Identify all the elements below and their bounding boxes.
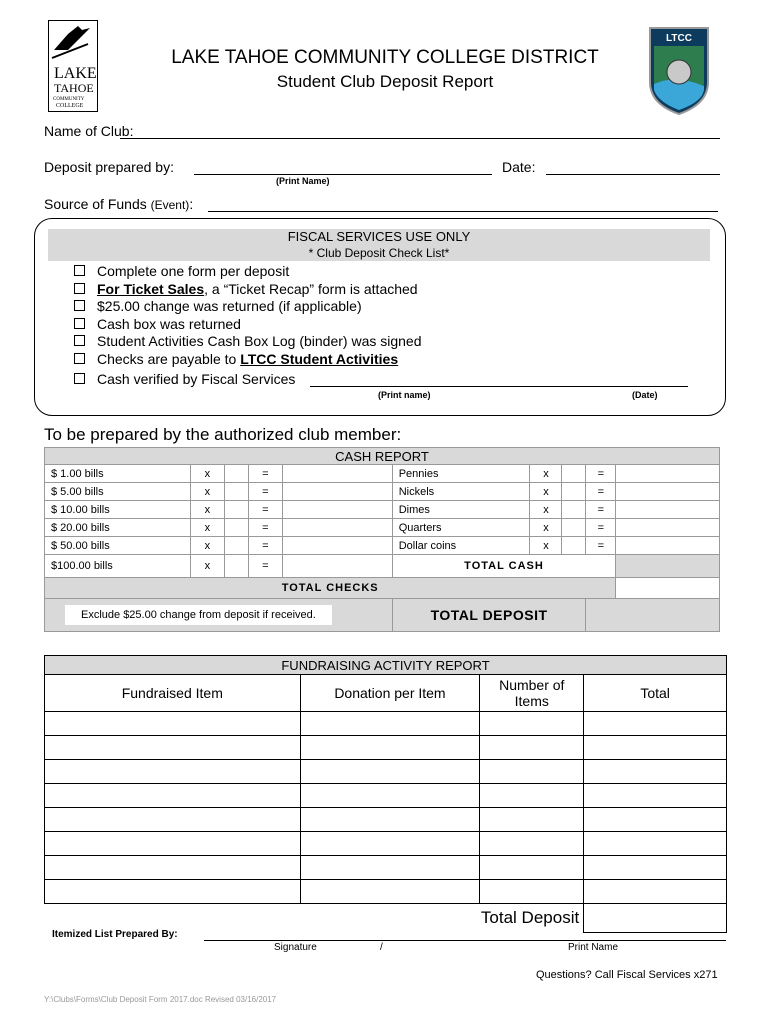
table-cell[interactable] (282, 501, 392, 519)
table-cell[interactable] (300, 736, 480, 760)
checklist-item: Cash box was returned (74, 316, 241, 332)
table-cell[interactable] (300, 832, 480, 856)
table-row (45, 784, 727, 808)
checklist-item: Student Activities Cash Box Log (binder) was signed (74, 333, 422, 349)
questions-note: Questions? Call Fiscal Services x271 (536, 969, 718, 981)
table-cell: = (248, 465, 282, 483)
total-deposit-label: TOTAL DEPOSIT (392, 599, 586, 632)
coin-label: Quarters (392, 519, 530, 537)
table-cell[interactable] (300, 880, 480, 904)
total-cash-label: TOTAL CASH (392, 555, 616, 578)
table-cell[interactable] (300, 808, 480, 832)
table-cell[interactable] (616, 465, 720, 483)
table-cell[interactable] (282, 465, 392, 483)
table-cell: x (530, 465, 562, 483)
page-subtitle: Student Club Deposit Report (276, 72, 494, 91)
table-cell[interactable] (45, 784, 301, 808)
table-cell[interactable] (616, 519, 720, 537)
table-cell[interactable] (562, 483, 586, 501)
cash-row (45, 519, 720, 537)
coin-label: Dimes (392, 501, 530, 519)
table-cell: = (586, 465, 616, 483)
file-path-note: Y:\Clubs\Forms\Club Deposit Form 2017.doc Revised 03/16/2017 (44, 995, 277, 1004)
checkbox[interactable] (74, 300, 85, 311)
total-checks-label: TOTAL CHECKS (45, 578, 616, 599)
itemized-signature-field[interactable] (204, 940, 726, 941)
table-row (45, 736, 727, 760)
cash-report-table (44, 447, 720, 632)
total-cash-field[interactable] (616, 555, 720, 578)
checkbox[interactable] (74, 265, 85, 276)
table-cell: = (586, 537, 616, 555)
fiscal-verified-field[interactable] (310, 386, 688, 387)
table-cell[interactable] (45, 808, 301, 832)
checklist-item: For Ticket Sales, a “Ticket Recap” form is attached (74, 281, 418, 297)
table-cell: x (190, 555, 224, 578)
checklist-item: Complete one form per deposit (74, 263, 289, 279)
logo-college-text: COLLEGE (56, 103, 84, 109)
table-cell[interactable] (224, 537, 248, 555)
table-cell[interactable] (480, 832, 584, 856)
table-cell[interactable] (480, 712, 584, 736)
table-cell: x (190, 519, 224, 537)
table-cell[interactable] (480, 880, 584, 904)
table-cell[interactable] (45, 736, 301, 760)
table-cell[interactable] (300, 712, 480, 736)
table-cell[interactable] (300, 856, 480, 880)
cash-row (45, 501, 720, 519)
table-row (45, 760, 727, 784)
table-cell: x (190, 483, 224, 501)
cash-row (45, 537, 720, 555)
fiscal-subtitle: * Club Deposit Check List* (308, 246, 450, 260)
prepared-by-field[interactable] (194, 174, 492, 175)
checklist-item: Checks are payable to LTCC Student Activities (74, 351, 398, 367)
table-cell[interactable] (45, 712, 301, 736)
table-cell[interactable] (584, 712, 727, 736)
bill-label: $ 10.00 bills (45, 501, 191, 519)
table-cell[interactable] (616, 537, 720, 555)
fiscal-date-caption: (Date) (632, 390, 658, 400)
table-cell[interactable] (562, 537, 586, 555)
table-cell[interactable] (300, 784, 480, 808)
column-header: Donation per Item (300, 675, 480, 712)
table-cell[interactable] (45, 832, 301, 856)
table-row (45, 832, 727, 856)
total-checks-field[interactable] (616, 578, 720, 599)
coin-label: Pennies (392, 465, 530, 483)
fiscal-services-header (48, 229, 710, 261)
table-cell[interactable] (480, 808, 584, 832)
checkbox[interactable] (74, 373, 85, 384)
table-cell: x (530, 483, 562, 501)
table-cell[interactable] (224, 465, 248, 483)
table-cell[interactable] (282, 537, 392, 555)
table-cell: = (586, 519, 616, 537)
fiscal-title: FISCAL SERVICES USE ONLY (287, 229, 471, 244)
section-title: To be prepared by the authorized club member: (44, 425, 402, 444)
table-cell[interactable] (480, 856, 584, 880)
table-cell: x (530, 519, 562, 537)
print-name-footer-caption: Print Name (568, 942, 619, 953)
table-cell[interactable] (45, 856, 301, 880)
source-of-funds-field[interactable] (208, 211, 718, 212)
table-cell: x (190, 465, 224, 483)
exclude-note: Exclude $25.00 change from deposit if received. (65, 605, 332, 625)
date-label: Date: (502, 159, 536, 175)
table-cell[interactable] (584, 832, 727, 856)
table-row (45, 808, 727, 832)
cash-row (45, 465, 720, 483)
table-cell[interactable] (562, 465, 586, 483)
prepared-by-label: Deposit prepared by: (44, 159, 174, 175)
table-cell[interactable] (584, 880, 727, 904)
table-row (45, 712, 727, 736)
checkbox[interactable] (74, 318, 85, 329)
table-cell[interactable] (480, 760, 584, 784)
bill-label: $ 5.00 bills (45, 483, 191, 501)
table-cell[interactable] (282, 555, 392, 578)
fundraising-title: FUNDRAISING ACTIVITY REPORT (45, 656, 727, 675)
table-cell[interactable] (562, 501, 586, 519)
table-cell: = (248, 501, 282, 519)
table-cell[interactable] (584, 784, 727, 808)
logo-tahoe-text: TAHOE (54, 81, 94, 95)
logo-community-text: COMMUNITY (53, 97, 85, 102)
table-cell[interactable] (616, 501, 720, 519)
date-field[interactable] (546, 174, 720, 175)
table-cell: x (190, 501, 224, 519)
table-cell[interactable] (224, 519, 248, 537)
bill-label: $100.00 bills (45, 555, 191, 578)
cash-row (45, 555, 720, 578)
table-cell: x (190, 537, 224, 555)
checkbox[interactable] (74, 335, 85, 346)
checkbox[interactable] (74, 353, 85, 364)
column-header: Total (584, 675, 727, 712)
logo-lake-text: LAKE (54, 65, 97, 82)
table-cell: x (530, 537, 562, 555)
table-row (45, 880, 727, 904)
table-cell[interactable] (300, 760, 480, 784)
table-cell: = (248, 483, 282, 501)
itemized-label: Itemized List Prepared By: (52, 929, 178, 940)
table-cell[interactable] (224, 555, 248, 578)
table-cell: = (248, 519, 282, 537)
table-cell[interactable] (282, 483, 392, 501)
table-cell[interactable] (616, 483, 720, 501)
column-header: Number of Items (480, 675, 584, 712)
fundraising-table (44, 655, 727, 933)
print-name-caption: (Print Name) (276, 176, 330, 186)
total-deposit-field[interactable] (586, 599, 720, 632)
table-cell[interactable] (584, 808, 727, 832)
table-cell[interactable] (45, 880, 301, 904)
cash-row (45, 483, 720, 501)
coin-label: Dollar coins (392, 537, 530, 555)
table-cell[interactable] (584, 736, 727, 760)
table-cell: x (530, 501, 562, 519)
table-row (45, 856, 727, 880)
table-cell: = (586, 501, 616, 519)
table-cell[interactable] (282, 519, 392, 537)
page-title: LAKE TAHOE COMMUNITY COLLEGE DISTRICT (171, 47, 599, 68)
table-cell[interactable] (584, 856, 727, 880)
fiscal-print-name-caption: (Print name) (378, 390, 431, 400)
table-cell[interactable] (45, 760, 301, 784)
checklist-item: Cash verified by Fiscal Services (74, 371, 295, 387)
bill-label: $ 1.00 bills (45, 465, 191, 483)
bill-label: $ 50.00 bills (45, 537, 191, 555)
table-cell[interactable] (480, 736, 584, 760)
cash-report-title: CASH REPORT (45, 448, 720, 465)
table-cell[interactable] (224, 501, 248, 519)
club-name-label: Name of Club: (44, 123, 134, 139)
checkbox[interactable] (74, 283, 85, 294)
bill-label: $ 20.00 bills (45, 519, 191, 537)
table-cell: = (248, 555, 282, 578)
signature-caption: Signature (274, 942, 317, 953)
fundraising-total-field[interactable] (584, 904, 727, 933)
ltcc-logo-text: LTCC (666, 33, 692, 44)
coin-label: Nickels (392, 483, 530, 501)
table-cell[interactable] (562, 519, 586, 537)
table-cell[interactable] (584, 760, 727, 784)
table-cell (45, 599, 393, 632)
source-of-funds-label: Source of Funds (Event): (44, 196, 194, 212)
table-cell: = (248, 537, 282, 555)
column-header: Fundraised Item (45, 675, 301, 712)
table-cell: = (586, 483, 616, 501)
ltcc-shield-logo (646, 24, 712, 116)
table-cell[interactable] (480, 784, 584, 808)
slash-caption: / (380, 942, 383, 953)
checklist-item: $25.00 change was returned (if applicable) (74, 298, 362, 314)
table-cell[interactable] (224, 483, 248, 501)
club-name-field[interactable] (120, 138, 720, 139)
total-deposit-fundraising-label: Total Deposit (45, 904, 584, 933)
